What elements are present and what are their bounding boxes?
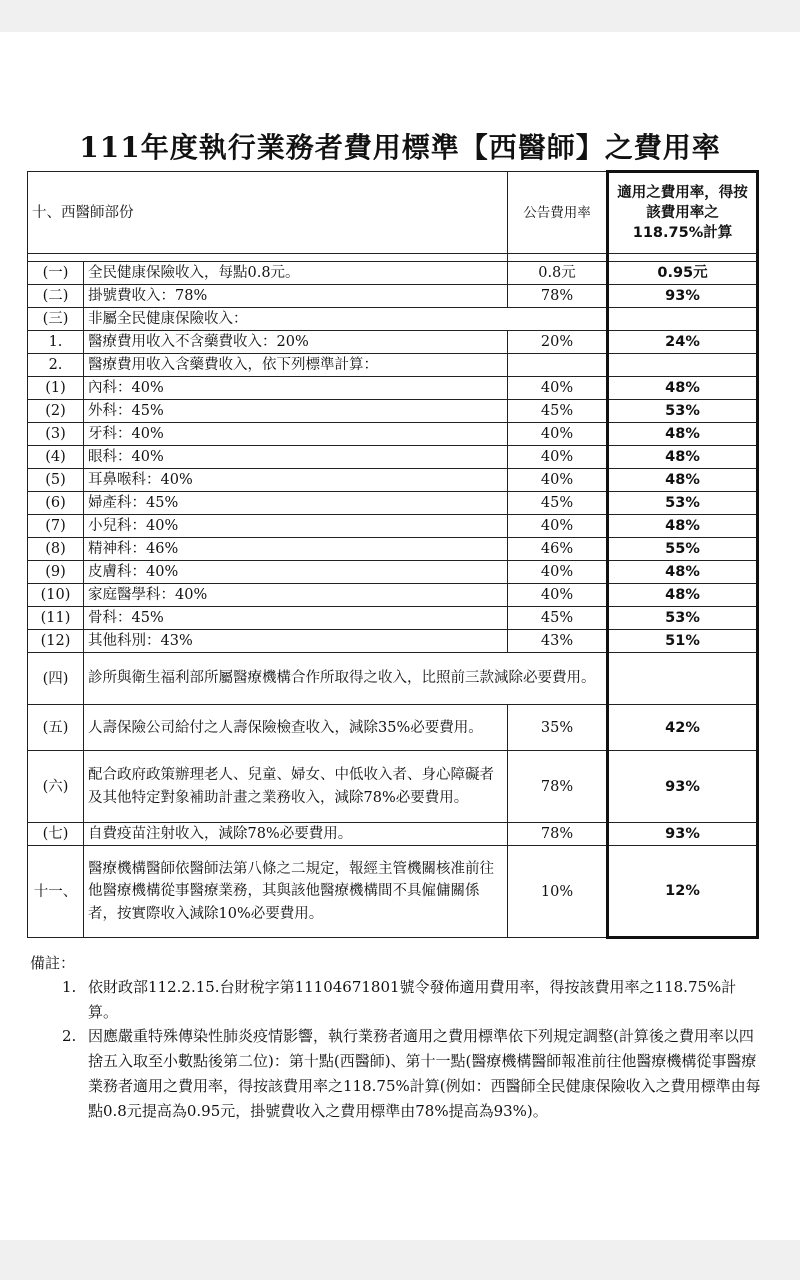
row-description: 婦產科：45% xyxy=(84,492,508,515)
row-applied-rate: 48% xyxy=(608,377,758,400)
note-number: 2. xyxy=(62,1027,77,1045)
table-row xyxy=(28,846,758,938)
row-announced-rate: 40% xyxy=(508,423,608,446)
column-header-applied-rate: 適用之費用率，得按該費用率之118.75%計算 xyxy=(608,172,758,254)
row-announced-rate: 78% xyxy=(508,751,608,823)
row-description: 內科：40% xyxy=(84,377,508,400)
row-announced-rate: 0.8元 xyxy=(508,262,608,285)
table-row xyxy=(28,492,758,515)
table-row xyxy=(28,561,758,584)
row-announced-rate: 78% xyxy=(508,285,608,308)
row-description: 醫療費用收入不含藥費收入：20% xyxy=(84,331,508,354)
row-description: 骨科：45% xyxy=(84,607,508,630)
notes-heading: 備註： xyxy=(30,954,76,972)
row-applied-rate: 48% xyxy=(608,584,758,607)
row-code: (5) xyxy=(28,469,84,492)
row-announced-rate: 45% xyxy=(508,607,608,630)
table-row xyxy=(28,515,758,538)
row-code: (1) xyxy=(28,377,84,400)
row-code: 十一、 xyxy=(28,846,84,938)
row-announced-rate: 78% xyxy=(508,823,608,846)
row-applied-rate: 53% xyxy=(608,492,758,515)
row-description: 牙科：40% xyxy=(84,423,508,446)
table-row xyxy=(28,653,758,705)
row-applied-rate: 93% xyxy=(608,285,758,308)
row-code: (11) xyxy=(28,607,84,630)
table-row xyxy=(28,262,758,285)
row-announced-rate: 40% xyxy=(508,561,608,584)
row-applied-rate: 48% xyxy=(608,446,758,469)
note-item xyxy=(62,1024,762,1124)
row-code: (四) xyxy=(28,653,84,705)
row-description: 配合政府政策辦理老人、兒童、婦女、中低收入者、身心障礙者及其他特定對象補助計畫之業務收入，減除78%必要費用。 xyxy=(84,751,508,823)
row-code: (六) xyxy=(28,751,84,823)
row-announced-rate: 45% xyxy=(508,400,608,423)
table-row xyxy=(28,446,758,469)
row-applied-rate xyxy=(608,653,758,705)
row-description: 小兒科：40% xyxy=(84,515,508,538)
row-code: (三) xyxy=(28,308,84,331)
table-row xyxy=(28,751,758,823)
fee-rate-table xyxy=(27,170,759,939)
row-applied-rate: 48% xyxy=(608,515,758,538)
row-applied-rate: 93% xyxy=(608,823,758,846)
row-code: (一) xyxy=(28,262,84,285)
row-announced-rate: 35% xyxy=(508,705,608,751)
row-code: (二) xyxy=(28,285,84,308)
row-announced-rate xyxy=(508,354,608,377)
row-applied-rate: 53% xyxy=(608,607,758,630)
table-header-row xyxy=(28,172,758,254)
row-announced-rate: 46% xyxy=(508,538,608,561)
table-row xyxy=(28,584,758,607)
row-code: (3) xyxy=(28,423,84,446)
row-description: 掛號費收入：78% xyxy=(84,285,508,308)
row-description: 其他科別：43% xyxy=(84,630,508,653)
row-applied-rate xyxy=(608,354,758,377)
row-description: 眼科：40% xyxy=(84,446,508,469)
row-applied-rate: 42% xyxy=(608,705,758,751)
row-applied-rate: 93% xyxy=(608,751,758,823)
bottom-bar xyxy=(0,1240,800,1280)
row-description: 非屬全民健康保險收入： xyxy=(84,308,608,331)
row-description: 耳鼻喉科：40% xyxy=(84,469,508,492)
table-row xyxy=(28,823,758,846)
row-description: 診所與衛生福利部所屬醫療機構合作所取得之收入，比照前三款減除必要費用。 xyxy=(84,653,608,705)
note-text: 因應嚴重特殊傳染性肺炎疫情影響，執行業務者適用之費用標準依下列規定調整(計算後之費用率以四捨五入取至小數點後第二位)：第十點(西醫師)、第十一點(醫療機構醫師報准前往他醫療機構從事醫療業務者適用之費用率，得按該費用率之118.75%計算(例如：西醫師全民健康保險收入之費用標準由每點0.8元提高為0.95元，掛號費收入之費用標準由78%提高為93%)。 xyxy=(88,1027,761,1120)
row-code: 1. xyxy=(28,331,84,354)
row-announced-rate: 20% xyxy=(508,331,608,354)
table-row xyxy=(28,354,758,377)
row-announced-rate: 43% xyxy=(508,630,608,653)
row-description: 家庭醫學科：40% xyxy=(84,584,508,607)
row-applied-rate: 48% xyxy=(608,469,758,492)
row-code: 2. xyxy=(28,354,84,377)
note-text: 依財政部112.2.15.台財稅字第11104671801號令發佈適用費用率，得按該費用率之118.75%計算。 xyxy=(88,978,737,1021)
row-description: 外科：45% xyxy=(84,400,508,423)
table-row xyxy=(28,630,758,653)
row-code: (五) xyxy=(28,705,84,751)
row-announced-rate: 10% xyxy=(508,846,608,938)
table-row xyxy=(28,607,758,630)
row-applied-rate: 55% xyxy=(608,538,758,561)
row-applied-rate: 12% xyxy=(608,846,758,938)
row-announced-rate: 40% xyxy=(508,515,608,538)
table-row xyxy=(28,469,758,492)
table-row xyxy=(28,423,758,446)
table-row xyxy=(28,377,758,400)
row-applied-rate: 24% xyxy=(608,331,758,354)
table-row xyxy=(28,538,758,561)
row-applied-rate: 48% xyxy=(608,423,758,446)
note-item xyxy=(62,975,762,1025)
row-applied-rate: 48% xyxy=(608,561,758,584)
table-row xyxy=(28,331,758,354)
row-code: (4) xyxy=(28,446,84,469)
table-row xyxy=(28,285,758,308)
row-announced-rate: 40% xyxy=(508,584,608,607)
row-code: (8) xyxy=(28,538,84,561)
row-description: 人壽保險公司給付之人壽保險檢查收入，減除35%必要費用。 xyxy=(84,705,508,751)
row-applied-rate: 0.95元 xyxy=(608,262,758,285)
row-description: 自費疫苗注射收入，減除78%必要費用。 xyxy=(84,823,508,846)
note-number: 1. xyxy=(62,978,77,996)
row-description: 精神科：46% xyxy=(84,538,508,561)
section-heading: 十、西醫師部份 xyxy=(28,172,508,254)
table-row xyxy=(28,400,758,423)
row-code: (七) xyxy=(28,823,84,846)
page-title: 111年度執行業務者費用標準【西醫師】之費用率 xyxy=(79,131,721,164)
row-code: (9) xyxy=(28,561,84,584)
row-code: (2) xyxy=(28,400,84,423)
row-code: (12) xyxy=(28,630,84,653)
row-code: (7) xyxy=(28,515,84,538)
row-description: 醫療機構醫師依醫師法第八條之二規定，報經主管機關核准前往他醫療機構從事醫療業務，其與該他醫療機構間不具僱傭關係者，按實際收入減除10%必要費用。 xyxy=(84,846,508,938)
row-code: (6) xyxy=(28,492,84,515)
row-applied-rate: 53% xyxy=(608,400,758,423)
table-row xyxy=(28,705,758,751)
row-description: 全民健康保險收入，每點0.8元。 xyxy=(84,262,508,285)
column-header-announced-rate: 公告費用率 xyxy=(508,172,608,254)
row-description: 皮膚科：40% xyxy=(84,561,508,584)
row-description: 醫療費用收入含藥費收入，依下列標準計算： xyxy=(84,354,508,377)
row-announced-rate: 40% xyxy=(508,469,608,492)
row-announced-rate: 40% xyxy=(508,377,608,400)
row-announced-rate: 40% xyxy=(508,446,608,469)
row-applied-rate: 51% xyxy=(608,630,758,653)
row-applied-rate xyxy=(608,308,758,331)
row-announced-rate: 45% xyxy=(508,492,608,515)
top-bar xyxy=(0,0,800,32)
table-row xyxy=(28,308,758,331)
row-code: (10) xyxy=(28,584,84,607)
